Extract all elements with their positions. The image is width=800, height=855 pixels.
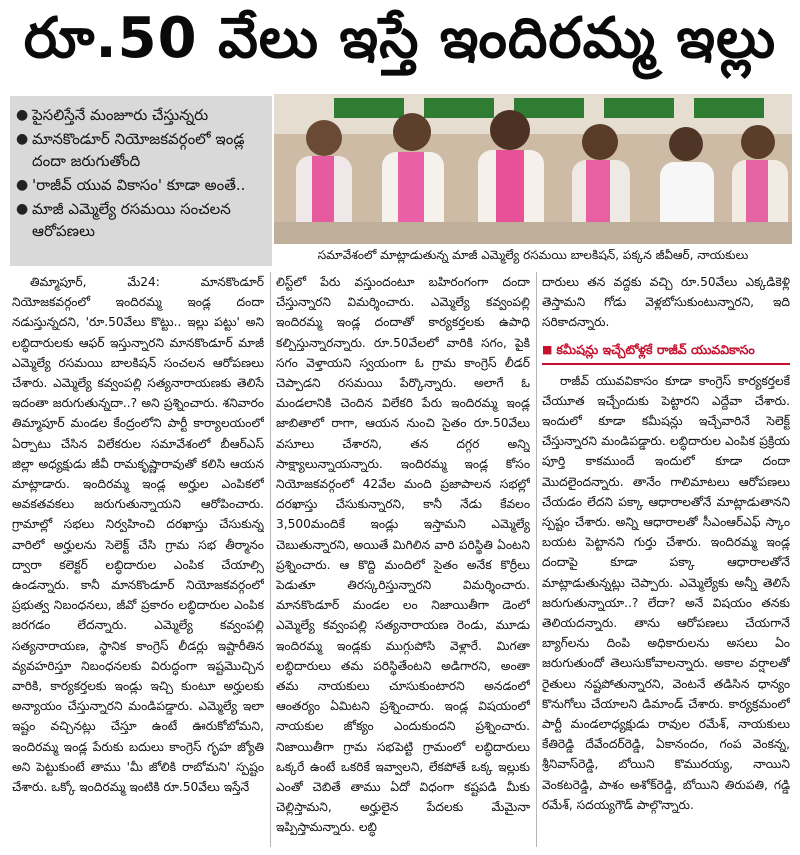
bullet-icon: ● <box>16 131 29 147</box>
article-paragraph: దారులు తన వద్దకు వచ్చి రూ.50వేలు ఎక్కడికెళ్లి తెస్తామని గోడు వెళ్లబోసుకుంటున్నారని, ఇది సరికాదన్నారు. <box>542 275 790 330</box>
column-divider <box>536 272 537 847</box>
article-paragraph: రాజీవ్ యువవికాసం కూడా కాంగ్రెస్ కార్యకర్తలకే చేయూత ఇచ్చేందుకు పెట్టారని ఎద్దేవా చేశారు. ఇందులో కూడా కమీషన్లు ఇచ్చేవారినే సెలెక్ట్ చేస్తున్నారని మండిపడ్డారు. లబ్ధిదారుల ఎంపిక ప్రక్రియ పూర్తి కాకముందే ఇందులో కూడా దందా మొదలైందన్నారు. తానేం గాలిమాటలు ఆరోపణలు చేయడం లేదని పక్కా ఆధారాలతోనే మాట్లాడుతానని స్పష్టం చేశారు. అన్ని ఆధారాలతో సీఎంఆర్ఎఫ్ స్కాం బయట పెట్టానని గుర్తు చేశారు. ఇందిరమ్మ ఇండ్ల దందాపై కూడా పక్కా ఆధారాలతోనే మాట్లాడుతున్నట్లు చెప్పారు. ఎమ్మెల్యేకు అన్నీ తెలిసే జరుగుతున్నాయా..? లేదా? అనే విషయం తనకు తెలియదన్నారు. తాను ఆరోపణలు చేయగానే బ్యాగ్‌లను దింపి అధికారులను అసలు ఏం జరుగుతుందో తెలుసుకోవాలన్నారు. అకాల వర్షాలతో రైతులు నష్టపోతున్నారని, వెంటనే తడిసిన ధాన్యం కొనుగోలు చేయాలని డిమాండ్ చేశారు. కార్యక్రమంలో పార్టీ మండలాధ్యక్షుడు రావుల రమేశ్, నాయకులు కేతిరెడ్డి దేవేందర్‌రెడ్డి, ఏకానందం, గంప వెంకన్న, శ్రీనివాస్‌రెడ్డి, బోయిని కొమురయ్య, నాయిని వెంకటరెడ్డి, పాశం అశోక్‌రెడ్డి, బోయిని తిరుపతి, గడ్డి రమేశ్, సదయ్యగౌడ్ పాల్గొన్నారు. <box>542 373 790 812</box>
highlight-text: మాజీ ఎమ్మెల్యే రసమయి సంచలన ఆరోపణలు <box>32 200 231 240</box>
press-meet-photo <box>274 94 792 266</box>
bullet-icon: ● <box>16 107 29 123</box>
square-bullet-icon: ■ <box>542 342 553 356</box>
article-paragraph: తిమ్మాపూర్, మే24: మానకొండూర్ నియోజకవర్గంలో ఇందిరమ్మ ఇండ్ల దందా నడుస్తున్నదని, 'రూ.50వేలు కొట్టు.. ఇల్లు పట్టు' అని లబ్ధిదారులకు ఆఫర్ ఇస్తున్నారని మానకొండూర్ మాజీ ఎమ్మెల్యే రసమయి బాలకిషన్ సంచలన ఆరోపణలు చేశారు. ఎమ్మెల్యే కవ్వంపల్లి సత్యనారాయణకు తెలిసే ఇదంతా జరుగుతున్నదా..? అని ప్రశ్నించారు. శనివారం తిమ్మాపూర్ మండల కేంద్రంలోని పార్టీ కార్యాలయంలో ఏర్పాటు చేసిన విలేకరుల సమావేశంలో బీఆర్ఎస్ జిల్లా అధ్యక్షుడు జీవీ రామకృష్ణారావుతో కలిసి ఆయన మాట్లాడారు. ఇందిరమ్మ ఇండ్ల అర్హుల ఎంపికలో అవకతవకలు జరుగుతున్నాయని ఆరోపించారు. గ్రామాల్లో సభలు నిర్వహించి దరఖాస్తు చేసుకున్న వారిలో అర్హులను సెలెక్ట్ చేసి గ్రామ సభ తీర్మానం ద్వారా కలెక్టర్ లబ్ధిదారుల ఎంపిక చేయాల్సి ఉండన్నారు. కానీ మానకొండూర్ నియోజకవర్గంలో ప్రభుత్వ నిబంధనలు, జీవో ప్రకారం లబ్ధిదారుల ఎంపిక జరగడం లేదన్నారు. ఎమ్మెల్యే కవ్వంపల్లి సత్యనారాయణ, స్థానిక కాంగ్రెస్ లీడర్లు ఇష్టారీతిన వ్యవహరిస్తూ నిబంధనలకు విరుద్ధంగా ఇష్టమొచ్చిన వారికి, కార్యకర్తలకు ఇండ్లు ఇచ్చి కుంటూ అర్హులకు అన్యాయం చేస్తున్నారని మండిపడ్డారు. ఎమ్మెల్యే ఇలా ఇష్టం వచ్చినట్లు చేస్తూ ఉంటే ఊరుకోబోమని, ఇందిరమ్మ ఇండ్ల పేరుకు బదులు కాంగ్రెస్ గృహ జ్యోతి అని పెట్టుకుంటే తాము 'మీ జోలికి రాబోమని' స్పష్టం చేశారు. ఒక్కో ఇందిరమ్మ ఇంటికి రూ.50వేలు ఇస్తేనే <box>12 275 264 795</box>
sub-headline-text: కమీషన్లు ఇచ్చేటోళ్లకే రాజీవ్ యువవికాసం <box>556 341 755 357</box>
article-column-3 <box>542 272 790 847</box>
bullet-icon: ● <box>16 177 29 193</box>
highlight-text: 'రాజీవ్ యువ వికాసం' కూడా అంతే.. <box>32 176 246 194</box>
column-divider <box>270 272 271 847</box>
highlight-text: పైసలిస్తేనే మంజూరు చేస్తున్నరు <box>32 106 209 124</box>
highlights-box <box>10 96 272 266</box>
article-paragraph: లిస్ట్‌లో పేరు వస్తుందంటూ బహిరంగంగా దందా చేస్తున్నారని విమర్శించారు. ఎమ్మెల్యే కవ్వంపల్లి ఇందిరమ్మ ఇండ్ల దందాతో కార్యకర్తలకు ఉపాధి కల్పిస్తున్నారన్నారు. రూ.50వేలలో వారికి సగం, పైకి సగం వెళ్తాయని స్వయంగా ఓ గ్రామ కాంగ్రెస్ లీడర్ చెప్పాడని రసమయి పేర్కొన్నారు. అలాగే ఓ మండలానికి చెందిన విలేకరి పేరు ఇందిరమ్మ ఇండ్ల జాబితాలో రాగా, ఆయన నుంచి సైతం రూ.50వేలు వసూలు చేశారని, తన దగ్గర అన్ని సాక్ష్యాలున్నాయన్నారు. ఇందిరమ్మ ఇండ్ల కోసం నియోజకవర్గంలో 42వేల మంది ప్రజాపాలన సభల్లో దరఖాస్తు చేసుకున్నారని, కానీ నేడు కేవలం 3,500మందికే ఇండ్లు ఇస్తామని ఎమ్మెల్యే చెబుతున్నారని, అయితే మిగిలిన వారి పరిస్థితి ఏంటని ప్రశ్నించారు. ఆ కొద్ది మందిలో సైతం అనేక కొర్రీలు పెడుతూ తిరస్కరిస్తున్నారని విమర్శించారు. మానకొండూర్ మండల లం నిజాయితీగా డెంలో ఎమ్మెల్యే కవ్వంపల్లి సత్యనారాయణ రెండు, మూడు ఇందిరమ్మ ఇండ్లకు ముగ్గుపోసి వెళ్లారే. మిగతా లబ్ధిదారులు తమ పరిస్థితేంటని అడిగారని, అంతా తమ నాయకులు చూసుకుంటారని అనడంలో ఆంతర్యం ఏమిటని ప్రశ్నించారు. ఇండ్ల విషయంలో నాయకుల జోక్యం ఎందుకుందని ప్రశ్నించారు. నిజాయితీగా గ్రామ సభపెట్టి గ్రామంలో లబ్ధిదారులు ఒక్కరే ఉంటే ఒకరికే ఇవ్వాలని, లేకపోతే ఒక్క ఇల్లుకు ఎంతో చెబితే తాము ఏదో విధంగా కష్టపడి మీకు చెల్లిస్తామని, అర్హులైన పేదలకు మేమైనా ఇప్పిస్తామన్నారు. లబ్ధి <box>276 275 530 835</box>
article-column-2 <box>276 272 530 847</box>
article-column-1 <box>12 272 264 847</box>
bullet-icon: ● <box>16 201 29 217</box>
highlight-item <box>16 104 266 126</box>
sub-headline <box>542 339 790 365</box>
highlight-item <box>16 198 266 242</box>
highlight-item <box>16 128 266 172</box>
highlight-text: మానకొండూర్ నియోజకవర్గంలో ఇండ్ల దందా జరుగుతోంది <box>32 130 245 170</box>
highlight-item <box>16 174 266 196</box>
photo-caption: సమావేశంలో మాట్లాడుతున్న మాజీ ఎమ్మెల్యే రసమయి బాలకిషన్, పక్కన జీవీఆర్, నాయకులు <box>274 244 792 266</box>
photo-illustration <box>274 94 792 266</box>
headline: రూ.50 వేలు ఇస్తే ఇందిరమ్మ ఇల్లు <box>23 5 777 71</box>
